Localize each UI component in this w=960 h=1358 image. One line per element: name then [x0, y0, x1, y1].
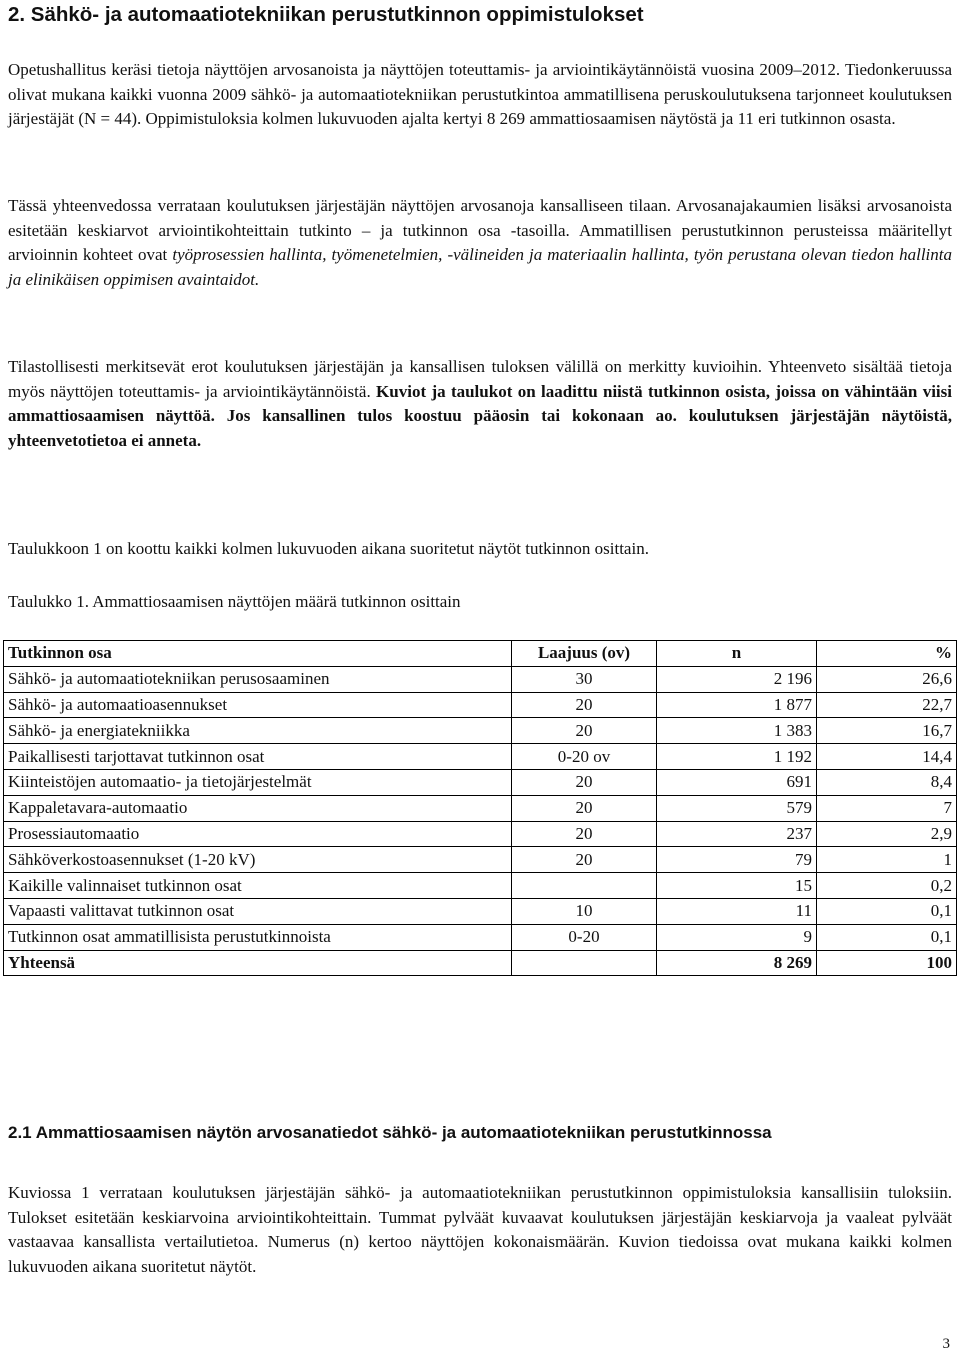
- cell-name: Kappaletavara-automaatio: [4, 795, 512, 821]
- cell-n: 11: [657, 898, 817, 924]
- cell-scope: 0-20 ov: [512, 744, 657, 770]
- cell-name: Kaikille valinnaiset tutkinnon osat: [4, 873, 512, 899]
- table-row: [4, 821, 957, 847]
- cell-n: 237: [657, 821, 817, 847]
- cell-pct: 22,7: [817, 692, 957, 718]
- cell-pct: 8,4: [817, 769, 957, 795]
- cell-name: Kiinteistöjen automaatio- ja tietojärjestelmät: [4, 769, 512, 795]
- cell-scope: 20: [512, 821, 657, 847]
- cell-pct: 0,1: [817, 924, 957, 950]
- cell-name: Sähkö- ja automaatiotekniikan perusosaaminen: [4, 666, 512, 692]
- page-number: 3: [942, 1336, 950, 1352]
- table-total-row: [4, 950, 957, 976]
- cell-n: 9: [657, 924, 817, 950]
- cell-pct: 26,6: [817, 666, 957, 692]
- cell-scope: 10: [512, 898, 657, 924]
- cell-name: Sähkö- ja automaatioasennukset: [4, 692, 512, 718]
- cell-scope: 0-20: [512, 924, 657, 950]
- cell-n: 691: [657, 769, 817, 795]
- cell-pct: 0,2: [817, 873, 957, 899]
- skills-demonstration-table: [3, 640, 957, 976]
- cell-scope: 20: [512, 847, 657, 873]
- cell-name: Tutkinnon osat ammatillisista perustutkinnoista: [4, 924, 512, 950]
- assessment-targets-italic: työprosessien hallinta, työmenetelmien, -välineiden ja materiaalin hallinta, työn perustana olevan tiedon hallinta ja elinikäisen oppimisen avaintaidot.: [8, 245, 952, 289]
- cell-n: 579: [657, 795, 817, 821]
- cell-total-name: Yhteensä: [4, 950, 512, 976]
- cell-n: 1 877: [657, 692, 817, 718]
- table-row: [4, 898, 957, 924]
- cell-n: 1 383: [657, 718, 817, 744]
- cell-scope: 20: [512, 795, 657, 821]
- section-title: 2. Sähkö- ja automaatiotekniikan perustutkinnon oppimistulokset: [8, 3, 644, 26]
- table-header-row: [4, 641, 957, 667]
- figure-intro-paragraph: Kuviossa 1 verrataan koulutuksen järjestäjän sähkö- ja automaatiotekniikan perustutkinnon oppimistuloksia kansallisiin tuloksiin. Tulokset esitetään keskiarvoina arviointikohteittain. Tummat pylväät kuvaavat koulutuksen järjestäjän keskiarvoja ja vaaleat pylväät vastaavaa kansallista vertailutietoa. Numerus (n) kertoo näyttöjen kokonaismäärän. Kuvion tiedoissa ovat mukana kaikki kolmen lukuvuoden aikana suoritetut näytöt.: [8, 1183, 952, 1276]
- cell-pct: 16,7: [817, 718, 957, 744]
- cell-name: Sähköverkostoasennukset (1-20 kV): [4, 847, 512, 873]
- table-row: [4, 795, 957, 821]
- table-row: [4, 692, 957, 718]
- intro-paragraph: Opetushallitus keräsi tietoja näyttöjen arvosanoista ja näyttöjen toteuttamis- ja arviointikäytännöistä vuosina 2009–2012. Tiedonkeruussa olivat mukana kaikki vuonna 2009 sähkö- ja automaatiotekniikan perustutkintoa ammatillisena peruskoulutuksena tarjonneet koulutuksen järjestäjät (N = 44). Oppimistuloksia kolmen lukuvuoden ajalta kertyi 8 269 ammattiosaamisen näytöstä ja 11 eri tutkinnon osasta.: [8, 60, 952, 129]
- table-row: [4, 744, 957, 770]
- header-n: n: [657, 641, 817, 667]
- statistics-paragraph: [8, 355, 952, 453]
- cell-name: Sähkö- ja energiatekniikka: [4, 718, 512, 744]
- statistics-paragraph-bold: Kuviot ja taulukot on laadittu niistä tutkinnon osista, joissa on vähintään viisi ammattiosaamisen näyttöä. Jos kansallinen tulos koostuu pääosin tai kokonaan ao. koulutuksen järjestäjän näytöistä, yhteenvetotietoa ei anneta.: [8, 381, 952, 450]
- cell-name: Prosessiautomaatio: [4, 821, 512, 847]
- cell-scope: 20: [512, 718, 657, 744]
- subsection-title: 2.1 Ammattiosaamisen näytön arvosanatiedot sähkö- ja automaatiotekniikan perustutkinnossa: [8, 1123, 772, 1142]
- cell-total-scope: [512, 950, 657, 976]
- header-laajuus: Laajuus (ov): [512, 641, 657, 667]
- header-percent: %: [817, 641, 957, 667]
- cell-pct: 0,1: [817, 898, 957, 924]
- cell-n: 2 196: [657, 666, 817, 692]
- cell-scope: 20: [512, 692, 657, 718]
- cell-pct: 14,4: [817, 744, 957, 770]
- table-row: [4, 924, 957, 950]
- cell-n: 1 192: [657, 744, 817, 770]
- table-caption: Taulukko 1. Ammattiosaamisen näyttöjen määrä tutkinnon osittain: [8, 592, 461, 611]
- cell-total-n: 8 269: [657, 950, 817, 976]
- cell-scope: [512, 873, 657, 899]
- cell-scope: 30: [512, 666, 657, 692]
- cell-name: Paikallisesti tarjottavat tutkinnon osat: [4, 744, 512, 770]
- header-tutkinnon-osa: Tutkinnon osa: [4, 641, 512, 667]
- statistics-paragraph-text: Tilastollisesti merkitsevät erot koulutuksen järjestäjän ja kansallisen tuloksen välillä on merkitty kuvioihin. Yhteenveto sisältää tietoja myös näyttöjen toteuttamis- ja arviointikäytännöistä.: [8, 357, 952, 401]
- table-intro-line: Taulukkoon 1 on koottu kaikki kolmen lukuvuoden aikana suoritetut näytöt tutkinnon osittain.: [8, 539, 649, 558]
- comparison-paragraph-text: Tässä yhteenvedossa verrataan koulutuksen järjestäjän näyttöjen arvosanoja kansalliseen tilaan. Arvosanajakaumien lisäksi arvosanoista esitetään keskiarvot arviointikohteittain tutkinto – ja tutkinnon osa -tasoilla. Ammatillisen perustutkinnon perusteissa määritellyt arvioinnin kohteet ovat: [8, 196, 952, 265]
- table-row: [4, 769, 957, 795]
- table-row: [4, 873, 957, 899]
- cell-pct: 1: [817, 847, 957, 873]
- cell-name: Vapaasti valittavat tutkinnon osat: [4, 898, 512, 924]
- table-row: [4, 666, 957, 692]
- comparison-paragraph: [8, 194, 952, 292]
- cell-total-pct: 100: [817, 950, 957, 976]
- table-row: [4, 847, 957, 873]
- cell-n: 79: [657, 847, 817, 873]
- cell-n: 15: [657, 873, 817, 899]
- cell-scope: 20: [512, 769, 657, 795]
- cell-pct: 7: [817, 795, 957, 821]
- cell-pct: 2,9: [817, 821, 957, 847]
- table-row: [4, 718, 957, 744]
